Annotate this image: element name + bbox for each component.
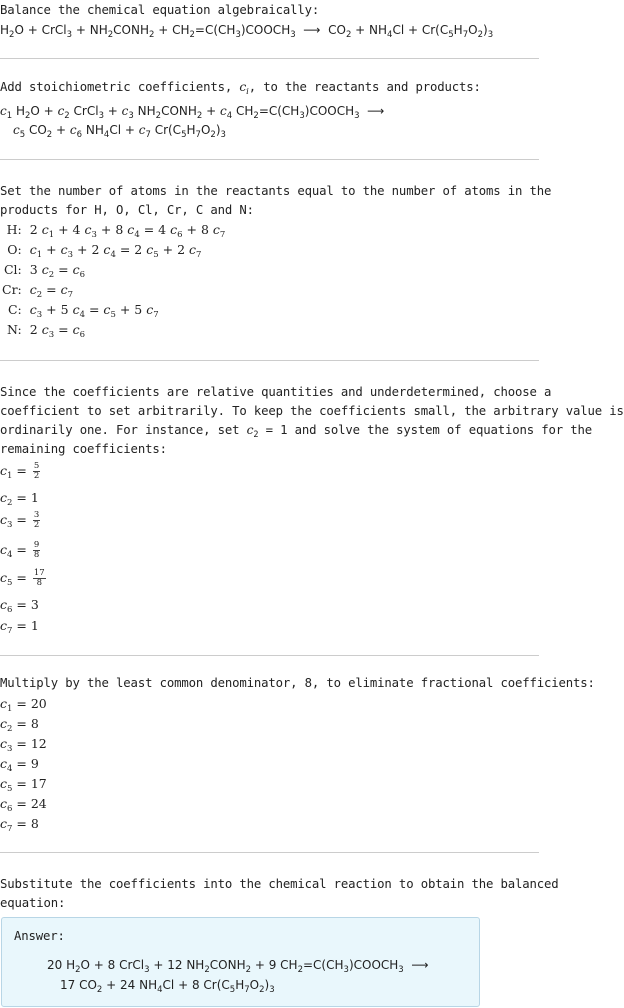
step6-intro-line1: Substitute the coefficients into the chemical reaction to obtain the balanced [0,877,559,891]
equation-row-N: N: 2 $c_3 = c_6$ [7,322,85,340]
divider [0,58,539,59]
value-c5: $c_5 = 17$ [0,776,47,794]
equation-row-Cl: Cl: 3 $c_2 = c_6$ [3,262,85,280]
solution-c7: $c_7 = 1$ [0,618,39,636]
divider [0,360,539,361]
step1-intro: Balance the chemical equation algebraically: [0,3,320,17]
divider [0,159,539,160]
step4-intro-line3: ordinarily one. For instance, set $c_2 = 1$ and solve the system of equations for the [0,423,592,440]
coefficient-equation-line1: $c_1$ $H_2O + c_2$ CrCl$_3$ + $c_3$ $NH_2CONH_2 + c_4$ $CH_2=C(CH_3)COOCH_3$ ⟶ [0,104,385,121]
solution-c6: $c_6 = 3$ [0,597,39,615]
answer-box [1,917,480,1007]
equation-row-C: C: $c_3 + 5$ $c_4 = c_5 + 5$ $c_7$ [7,302,159,320]
equation-row-O: O: $c_1 + c_3 + 2$ $c_4 = 2$ $c_5 + 2$ $c_7$ [7,242,202,260]
value-c4: $c_4 = 9$ [0,756,39,774]
divider [0,655,539,656]
value-c1: $c_1 = 20$ [0,696,47,714]
step3-intro-line1: Set the number of atoms in the reactants equal to the number of atoms in the [0,184,552,198]
step2-intro: Add stoichiometric coefficients, $c_i$, to the reactants and products: [0,80,481,97]
value-c2: $c_2 = 8$ [0,716,39,734]
answer-label: Answer: [14,929,65,943]
divider [0,852,539,853]
solution-c2: $c_2 = 1$ [0,490,39,508]
step5-intro: Multiply by the least common denominator, 8, to eliminate fractional coefficients: [0,676,595,690]
solution-c1: $c_1$ = $\frac{5}{2}$ [0,461,40,481]
equation-row-H: H: 2 $c_1 + 4$ $c_3 + 8$ $c_4 = 4$ $c_6 + 8$ $c_7$ [6,222,226,240]
atom-balance-equations [2,220,227,340]
unbalanced-equation: $H_2O$ + CrCl$_3$ + $NH_2CONH_2$ + $CH_2=C(CH_3)COOCH_3$ ⟶ $CO_2 + NH_4Cl + Cr(C_5H_7O_2)_3$ [0,23,494,40]
step4-intro-line1: Since the coefficients are relative quantities and underdetermined, choose a [0,385,552,399]
solution-c4: $c_4$ = $\frac{9}{8}$ [0,540,40,560]
balanced-equation-line2: 17 $CO_2 + 24$ $NH_4Cl + 8$ $Cr(C_5H_7O_2)_3$ [60,978,275,995]
step4-intro-line4: remaining coefficients: [0,442,167,456]
step3-intro-line2: products for H, O, Cl, Cr, C and N: [0,203,254,217]
solution-c5: $c_5$ = $\frac{17}{8}$ [0,568,45,588]
step6-intro-line2: equation: [0,896,66,910]
value-c6: $c_6 = 24$ [0,796,47,814]
value-c7: $c_7 = 8$ [0,816,39,834]
balanced-equation-line1: 20 $H_2O + 8$ CrCl$_3$ + 12 $NH_2CONH_2 + 9$ $CH_2=C(CH_3)COOCH_3$ ⟶ [47,958,429,975]
solution-c3: $c_3$ = $\frac{3}{2}$ [0,510,40,530]
value-c3: $c_3 = 12$ [0,736,47,754]
equation-row-Cr: Cr: $c_2 = c_7$ [2,282,74,300]
step4-intro-line2: coefficient to set arbitrarily. To keep the coefficients small, the arbitrary value is [0,404,624,418]
coefficient-equation-line2: $c_5$ $CO_2 + c_6$ $NH_4Cl + c_7$ $Cr(C_5H_7O_2)_3$ [13,123,226,140]
